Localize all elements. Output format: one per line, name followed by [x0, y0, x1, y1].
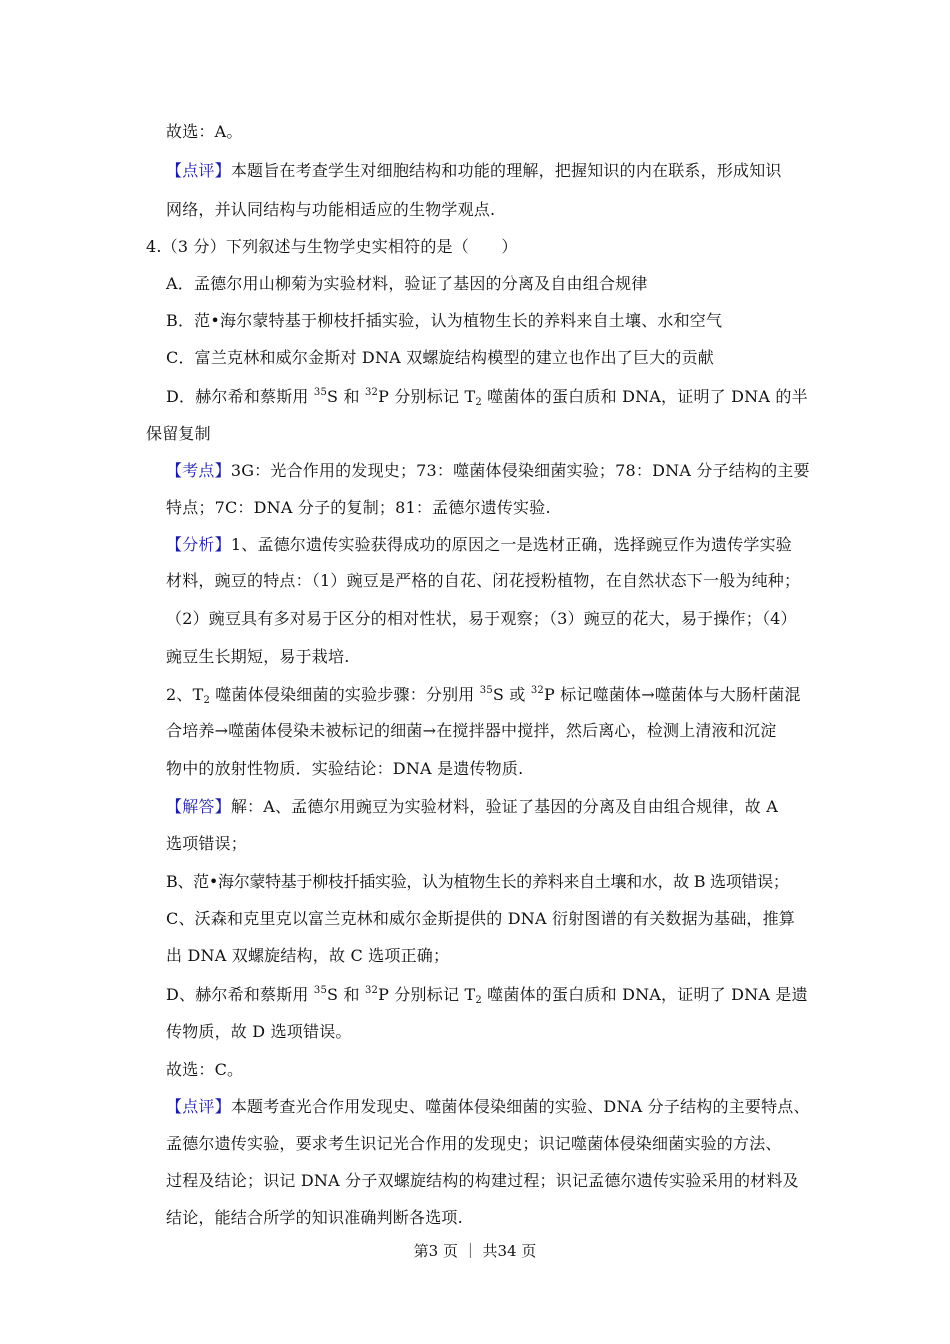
fenxi-line-4: 豌豆生长期短，易于栽培.	[166, 647, 350, 666]
fenxi-line-3: （2）豌豆具有多对易于区分的相对性状，易于观察；（3）豌豆的花大，易于操作；（4）	[166, 609, 797, 628]
prev-answer: 故选：A。	[166, 122, 243, 141]
jieda-option-b: B、范•海尔蒙特基于柳枝扦插实验，认为植物生长的养料来自土壤和水，故 B 选项错误；	[166, 872, 789, 891]
fenxi2-line-2: 合培养→噬菌体侵染未被标记的细菌→在搅拌器中搅拌，然后离心，检测上清液和沉淀	[166, 721, 777, 740]
option-c: C．富兰克林和威尔金斯对 DNA 双螺旋结构模型的建立也作出了巨大的贡献	[166, 348, 714, 367]
option-b: B．范•海尔蒙特基于柳枝扦插实验，认为植物生长的养料来自土壤、水和空气	[166, 311, 723, 330]
kaodian-tag: 【考点】	[166, 461, 231, 480]
jieda-tag: 【解答】	[166, 797, 231, 816]
option-d-line-2: 保留复制	[146, 424, 211, 443]
jieda-option-d-line-1: D、赫尔希和蔡斯用 $^{35}$S 和 $^{32}$P 分别标记 $T_2$ 噬菌体的蛋白质和 DNA，证明了 DNA 是遗	[166, 985, 808, 1006]
jieda-option-c-line-1: C、沃森和克里克以富兰克林和威尔金斯提供的 DNA 衍射图谱的有关数据为基础，推算	[166, 909, 795, 928]
option-a: A．孟德尔用山柳菊为实验材料，验证了基因的分离及自由组合规律	[166, 274, 648, 293]
kaodian-line-2: 特点；7C：DNA 分子的复制；81：孟德尔遗传实验.	[166, 498, 551, 517]
question-4-stem: 4.（3 分）下列叙述与生物学史实相符的是（ ）	[146, 237, 518, 256]
prev-comment-line-2: 网络，并认同结构与功能相适应的生物学观点.	[166, 200, 496, 219]
jieda-option-d-line-2: 传物质，故 D 选项错误。	[166, 1022, 352, 1041]
comment-line-3: 过程及结论；识记 DNA 分子双螺旋结构的构建过程；识记孟德尔遗传实验采用的材料及	[166, 1171, 799, 1190]
jieda-option-c-line-2: 出 DNA 双螺旋结构，故 C 选项正确；	[166, 946, 450, 965]
comment-tag: 【点评】	[166, 1097, 231, 1116]
kaodian-line-1: 【考点】3G：光合作用的发现史；73：噬菌体侵染细菌实验；78：DNA 分子结构的主要	[166, 461, 810, 480]
jieda-line-2: 选项错误；	[166, 834, 248, 853]
q4-answer: 故选：C。	[166, 1060, 244, 1079]
comment-line-2: 孟德尔遗传实验，要求考生识记光合作用的发现史；识记噬菌体侵染细菌实验的方法、	[166, 1134, 782, 1153]
fenxi2-line-3: 物中的放射性物质．实验结论：DNA 是遗传物质.	[166, 759, 524, 778]
jieda-line-1: 【解答】解：A、孟德尔用豌豆为实验材料，验证了基因的分离及自由组合规律，故 A	[166, 797, 779, 816]
option-d-line-1: D．赫尔希和蔡斯用 $^{35}$S 和 $^{32}$P 分别标记 $T_2$ 噬菌体的蛋白质和 DNA，证明了 DNA 的半	[166, 387, 808, 408]
comment-tag: 【点评】	[166, 161, 231, 180]
comment-line-1: 【点评】本题考查光合作用发现史、噬菌体侵染细菌的实验、DNA 分子结构的主要特点、	[166, 1097, 810, 1116]
fenxi-tag: 【分析】	[166, 535, 231, 554]
page-footer: 第3 页 ｜ 共34 页	[413, 1242, 537, 1260]
fenxi-line-2: 材料，豌豆的特点：（1）豌豆是严格的自花、闭花授粉植物，在自然状态下一般为纯种；	[166, 571, 801, 590]
fenxi-line-1: 【分析】1、孟德尔遗传实验获得成功的原因之一是选材正确，选择豌豆作为遗传学实验	[166, 535, 792, 554]
prev-comment-line-1: 【点评】本题旨在考查学生对细胞结构和功能的理解，把握知识的内在联系，形成知识	[166, 161, 782, 180]
fenxi2-line-1: 2、$T_2$ 噬菌体侵染细菌的实验步骤：分别用 $^{35}$S 或 $^{32}$P 标记噬菌体→噬菌体与大肠杆菌混	[166, 685, 801, 706]
comment-line-4: 结论，能结合所学的知识准确判断各选项.	[166, 1208, 463, 1227]
